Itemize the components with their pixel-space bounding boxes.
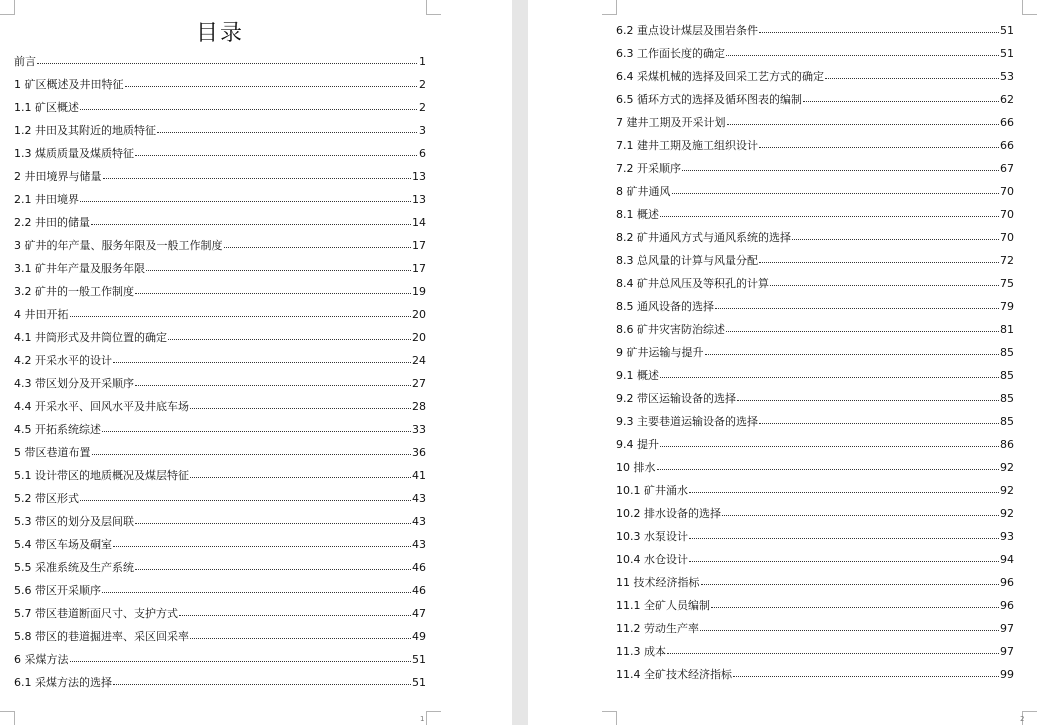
toc-entry-title: 5.1 设计带区的地质概况及煤层特征 bbox=[14, 469, 189, 482]
toc-leader-dots bbox=[759, 23, 999, 33]
toc-entry-page: 72 bbox=[1000, 254, 1014, 267]
toc-entry-title: 5.5 采准系统及生产系统 bbox=[14, 561, 134, 574]
toc-entry-title: 1.2 井田及其附近的地质特征 bbox=[14, 124, 156, 137]
toc-leader-dots bbox=[168, 330, 411, 340]
toc-entry[interactable] bbox=[616, 364, 1014, 387]
toc-leader-dots bbox=[135, 146, 417, 156]
toc-entry-page: 81 bbox=[1000, 323, 1014, 336]
crop-mark bbox=[602, 711, 617, 725]
toc-leader-dots bbox=[80, 491, 411, 501]
toc-entry-page: 20 bbox=[412, 331, 426, 344]
toc-entry-title: 10.2 排水设备的选择 bbox=[616, 507, 721, 520]
toc-entry-title: 6.4 采煤机械的选择及回采工艺方式的确定 bbox=[616, 70, 824, 83]
toc-entry[interactable] bbox=[14, 280, 426, 303]
toc-entry-title: 11.3 成本 bbox=[616, 645, 666, 658]
toc-entry[interactable] bbox=[14, 119, 426, 142]
toc-leader-dots bbox=[701, 575, 1000, 585]
toc-entry-page: 86 bbox=[1000, 438, 1014, 451]
crop-mark bbox=[0, 0, 15, 15]
toc-entry-page: 2 bbox=[419, 78, 426, 91]
crop-mark bbox=[1022, 0, 1037, 15]
toc-entry-page: 24 bbox=[412, 354, 426, 367]
toc-leader-dots bbox=[672, 184, 1000, 194]
toc-entry[interactable] bbox=[14, 211, 426, 234]
toc-entry[interactable] bbox=[14, 671, 426, 694]
toc-leader-dots bbox=[803, 92, 999, 102]
toc-entry-page: 70 bbox=[1000, 208, 1014, 221]
toc-leader-dots bbox=[759, 138, 999, 148]
toc-leader-dots bbox=[135, 514, 411, 524]
toc-entry-title: 6.5 循环方式的选择及循环图表的编制 bbox=[616, 93, 802, 106]
toc-entry-title: 9.3 主要巷道运输设备的选择 bbox=[616, 415, 758, 428]
toc-leader-dots bbox=[102, 583, 411, 593]
toc-entry-page: 13 bbox=[412, 193, 426, 206]
toc-entry-title: 10.1 矿井涌水 bbox=[616, 484, 688, 497]
toc-leader-dots bbox=[157, 123, 417, 133]
crop-mark bbox=[602, 0, 617, 15]
toc-entry[interactable] bbox=[616, 617, 1014, 640]
toc-entry[interactable] bbox=[14, 234, 426, 257]
toc-entry-title: 2 井田境界与储量 bbox=[14, 170, 102, 183]
toc-entry[interactable] bbox=[14, 418, 426, 441]
toc-entry[interactable] bbox=[14, 372, 426, 395]
toc-entry[interactable] bbox=[616, 410, 1014, 433]
toc-leader-dots bbox=[190, 629, 411, 639]
toc-entry-title: 8.3 总风量的计算与风量分配 bbox=[616, 254, 758, 267]
toc-entry[interactable] bbox=[616, 433, 1014, 456]
toc-entry-page: 28 bbox=[412, 400, 426, 413]
toc-entry[interactable] bbox=[616, 663, 1014, 686]
toc-entry-title: 4.5 开拓系统综述 bbox=[14, 423, 101, 436]
toc-entry-page: 36 bbox=[412, 446, 426, 459]
toc-entry-page: 20 bbox=[412, 308, 426, 321]
toc-leader-dots bbox=[113, 537, 411, 547]
toc-entry-page: 49 bbox=[412, 630, 426, 643]
toc-entry-title: 8.5 通风设备的选择 bbox=[616, 300, 714, 313]
toc-leader-dots bbox=[705, 345, 1000, 355]
toc-entry-title: 6.2 重点设计煤层及围岩条件 bbox=[616, 24, 758, 37]
toc-entry[interactable] bbox=[14, 142, 426, 165]
toc-entry[interactable] bbox=[14, 188, 426, 211]
toc-entry[interactable] bbox=[14, 257, 426, 280]
toc-leader-dots bbox=[737, 391, 999, 401]
toc-entry-title: 5.3 带区的划分及层间联 bbox=[14, 515, 134, 528]
toc-entry[interactable] bbox=[616, 203, 1014, 226]
toc-entry-title: 11.4 全矿技术经济指标 bbox=[616, 668, 732, 681]
toc-entry-page: 43 bbox=[412, 515, 426, 528]
toc-entry[interactable] bbox=[14, 510, 426, 533]
toc-entry[interactable] bbox=[14, 464, 426, 487]
toc-entry-title: 2.2 井田的储量 bbox=[14, 216, 90, 229]
document-page-right bbox=[528, 0, 1044, 725]
toc-entry-page: 51 bbox=[1000, 24, 1014, 37]
toc-entry[interactable] bbox=[616, 502, 1014, 525]
toc-leader-dots bbox=[660, 368, 999, 378]
toc-entry-page: 99 bbox=[1000, 668, 1014, 681]
toc-leader-dots bbox=[825, 69, 999, 79]
toc-leader-dots bbox=[711, 598, 999, 608]
toc-entry-title: 9.2 带区运输设备的选择 bbox=[616, 392, 736, 405]
toc-entry[interactable] bbox=[616, 42, 1014, 65]
toc-entry-title: 10 排水 bbox=[616, 461, 656, 474]
toc-entry-title: 5 带区巷道布置 bbox=[14, 446, 91, 459]
toc-entry-title: 4.4 开采水平、回风水平及井底车场 bbox=[14, 400, 189, 413]
toc-entry-page: 75 bbox=[1000, 277, 1014, 290]
toc-entry[interactable] bbox=[616, 249, 1014, 272]
toc-entry-page: 43 bbox=[412, 492, 426, 505]
toc-entry-page: 92 bbox=[1000, 507, 1014, 520]
toc-entry[interactable] bbox=[14, 625, 426, 648]
page-gutter bbox=[512, 0, 528, 725]
toc-entry-page: 96 bbox=[1000, 599, 1014, 612]
toc-entry-page: 62 bbox=[1000, 93, 1014, 106]
toc-entry-page: 14 bbox=[412, 216, 426, 229]
toc-entry-title: 6.1 采煤方法的选择 bbox=[14, 676, 112, 689]
toc-leader-dots bbox=[700, 621, 999, 631]
toc-leader-dots bbox=[733, 667, 999, 677]
toc-leader-dots bbox=[179, 606, 411, 616]
toc-entry-page: 19 bbox=[412, 285, 426, 298]
toc-leader-dots bbox=[770, 276, 999, 286]
toc-entry[interactable] bbox=[616, 295, 1014, 318]
crop-mark bbox=[426, 711, 441, 725]
toc-leader-dots bbox=[135, 376, 411, 386]
toc-leader-dots bbox=[113, 353, 411, 363]
toc-entry-page: 85 bbox=[1000, 392, 1014, 405]
toc-entry[interactable] bbox=[14, 165, 426, 188]
toc-leader-dots bbox=[722, 506, 999, 516]
toc-leader-dots bbox=[667, 644, 999, 654]
toc-leader-dots bbox=[135, 284, 411, 294]
toc-leader-dots bbox=[113, 675, 411, 685]
toc-entry-title: 4 井田开拓 bbox=[14, 308, 69, 321]
toc-list-right bbox=[616, 19, 1014, 686]
toc-entry-title: 1 矿区概述及井田特征 bbox=[14, 78, 124, 91]
toc-entry[interactable] bbox=[14, 73, 426, 96]
toc-entry-title: 11 技术经济指标 bbox=[616, 576, 700, 589]
toc-entry-page: 79 bbox=[1000, 300, 1014, 313]
toc-entry[interactable] bbox=[14, 579, 426, 602]
toc-entry-page: 93 bbox=[1000, 530, 1014, 543]
toc-entry[interactable] bbox=[616, 341, 1014, 364]
toc-list-left bbox=[14, 50, 426, 694]
toc-entry-title: 9.1 概述 bbox=[616, 369, 659, 382]
toc-entry[interactable] bbox=[616, 318, 1014, 341]
toc-entry-page: 41 bbox=[412, 469, 426, 482]
toc-entry[interactable] bbox=[616, 180, 1014, 203]
toc-entry-page: 17 bbox=[412, 262, 426, 275]
toc-entry-page: 85 bbox=[1000, 369, 1014, 382]
toc-entry-page: 43 bbox=[412, 538, 426, 551]
page-number-mark: 1 bbox=[420, 715, 425, 723]
toc-entry-page: 94 bbox=[1000, 553, 1014, 566]
toc-entry-title: 11.2 劳动生产率 bbox=[616, 622, 699, 635]
toc-entry[interactable] bbox=[14, 50, 426, 73]
toc-leader-dots bbox=[715, 299, 999, 309]
toc-leader-dots bbox=[37, 54, 417, 64]
toc-entry-page: 51 bbox=[412, 653, 426, 666]
toc-entry[interactable] bbox=[616, 479, 1014, 502]
toc-entry[interactable] bbox=[616, 387, 1014, 410]
toc-entry-title: 4.3 带区划分及开采顺序 bbox=[14, 377, 134, 390]
document-page-left bbox=[0, 0, 512, 725]
toc-entry-page: 92 bbox=[1000, 484, 1014, 497]
toc-entry-title: 3.1 矿井年产量及服务年限 bbox=[14, 262, 145, 275]
toc-entry[interactable] bbox=[14, 395, 426, 418]
toc-entry[interactable] bbox=[14, 96, 426, 119]
toc-entry[interactable] bbox=[616, 65, 1014, 88]
toc-entry[interactable] bbox=[616, 88, 1014, 111]
toc-entry-title: 4.2 开采水平的设计 bbox=[14, 354, 112, 367]
toc-entry[interactable] bbox=[616, 594, 1014, 617]
toc-entry-page: 66 bbox=[1000, 139, 1014, 152]
toc-entry[interactable] bbox=[616, 157, 1014, 180]
toc-entry-title: 3.2 矿井的一般工作制度 bbox=[14, 285, 134, 298]
toc-leader-dots bbox=[91, 215, 411, 225]
toc-entry[interactable] bbox=[616, 640, 1014, 663]
toc-leader-dots bbox=[190, 468, 411, 478]
toc-entry-page: 85 bbox=[1000, 415, 1014, 428]
toc-leader-dots bbox=[224, 238, 412, 248]
toc-leader-dots bbox=[727, 115, 1000, 125]
toc-entry-page: 33 bbox=[412, 423, 426, 436]
toc-entry-title: 2.1 井田境界 bbox=[14, 193, 79, 206]
toc-entry[interactable] bbox=[14, 349, 426, 372]
toc-leader-dots bbox=[125, 77, 418, 87]
toc-leader-dots bbox=[689, 483, 999, 493]
toc-entry-page: 92 bbox=[1000, 461, 1014, 474]
toc-entry-page: 51 bbox=[412, 676, 426, 689]
toc-entry[interactable] bbox=[616, 226, 1014, 249]
toc-entry-page: 13 bbox=[412, 170, 426, 183]
toc-entry-title: 5.7 带区巷道断面尺寸、支护方式 bbox=[14, 607, 178, 620]
toc-leader-dots bbox=[759, 414, 999, 424]
toc-entry-page: 17 bbox=[412, 239, 426, 252]
toc-entry-title: 9.4 提升 bbox=[616, 438, 659, 451]
toc-entry[interactable] bbox=[616, 19, 1014, 42]
toc-entry[interactable] bbox=[616, 548, 1014, 571]
toc-entry-page: 3 bbox=[419, 124, 426, 137]
toc-leader-dots bbox=[726, 46, 999, 56]
toc-entry[interactable] bbox=[14, 648, 426, 671]
toc-entry[interactable] bbox=[616, 456, 1014, 479]
toc-entry[interactable] bbox=[14, 602, 426, 625]
toc-leader-dots bbox=[80, 100, 417, 110]
toc-entry-page: 51 bbox=[1000, 47, 1014, 60]
toc-entry[interactable] bbox=[14, 533, 426, 556]
toc-leader-dots bbox=[689, 552, 999, 562]
toc-entry-page: 97 bbox=[1000, 622, 1014, 635]
toc-entry-title: 8.2 矿井通风方式与通风系统的选择 bbox=[616, 231, 791, 244]
toc-entry[interactable] bbox=[14, 326, 426, 349]
toc-entry-title: 8 矿井通风 bbox=[616, 185, 671, 198]
toc-entry-title: 5.2 带区形式 bbox=[14, 492, 79, 505]
toc-entry-page: 70 bbox=[1000, 231, 1014, 244]
toc-leader-dots bbox=[657, 460, 1000, 470]
toc-leader-dots bbox=[102, 422, 411, 432]
toc-entry[interactable] bbox=[14, 303, 426, 326]
toc-entry-title: 6.3 工作面长度的确定 bbox=[616, 47, 725, 60]
crop-mark bbox=[0, 711, 15, 725]
toc-leader-dots bbox=[759, 253, 999, 263]
toc-entry-title: 7 建井工期及开采计划 bbox=[616, 116, 726, 129]
toc-leader-dots bbox=[660, 437, 999, 447]
toc-leader-dots bbox=[70, 652, 412, 662]
toc-leader-dots bbox=[660, 207, 999, 217]
toc-entry-title: 5.4 带区车场及硐室 bbox=[14, 538, 112, 551]
toc-entry-page: 2 bbox=[419, 101, 426, 114]
toc-leader-dots bbox=[103, 169, 412, 179]
toc-entry-title: 前言 bbox=[14, 55, 36, 68]
toc-leader-dots bbox=[80, 192, 411, 202]
toc-entry-page: 67 bbox=[1000, 162, 1014, 175]
toc-entry-title: 9 矿井运输与提升 bbox=[616, 346, 704, 359]
toc-entry[interactable] bbox=[14, 487, 426, 510]
toc-entry-title: 4.1 井筒形式及井筒位置的确定 bbox=[14, 331, 167, 344]
toc-leader-dots bbox=[92, 445, 412, 455]
toc-entry-title: 7.1 建井工期及施工组织设计 bbox=[616, 139, 758, 152]
toc-leader-dots bbox=[689, 529, 999, 539]
toc-leader-dots bbox=[146, 261, 411, 271]
toc-entry[interactable] bbox=[14, 556, 426, 579]
toc-leader-dots bbox=[682, 161, 999, 171]
toc-entry-page: 96 bbox=[1000, 576, 1014, 589]
toc-entry-page: 97 bbox=[1000, 645, 1014, 658]
toc-entry-page: 47 bbox=[412, 607, 426, 620]
toc-entry-title: 8.1 概述 bbox=[616, 208, 659, 221]
toc-leader-dots bbox=[792, 230, 999, 240]
toc-entry-title: 5.8 带区的巷道掘进率、采区回采率 bbox=[14, 630, 189, 643]
toc-entry[interactable] bbox=[14, 441, 426, 464]
toc-entry-title: 3 矿井的年产量、服务年限及一般工作制度 bbox=[14, 239, 223, 252]
toc-entry[interactable] bbox=[616, 272, 1014, 295]
toc-leader-dots bbox=[726, 322, 999, 332]
toc-entry-title: 5.6 带区开采顺序 bbox=[14, 584, 101, 597]
toc-entry-title: 8.4 矿井总风压及等积孔的计算 bbox=[616, 277, 769, 290]
toc-entry-page: 66 bbox=[1000, 116, 1014, 129]
toc-entry-page: 46 bbox=[412, 561, 426, 574]
toc-entry-page: 53 bbox=[1000, 70, 1014, 83]
toc-entry-page: 27 bbox=[412, 377, 426, 390]
toc-leader-dots bbox=[135, 560, 411, 570]
toc-entry-page: 1 bbox=[419, 55, 426, 68]
toc-leader-dots bbox=[190, 399, 411, 409]
toc-entry[interactable] bbox=[616, 134, 1014, 157]
toc-entry-title: 10.4 水仓设计 bbox=[616, 553, 688, 566]
toc-leader-dots bbox=[70, 307, 412, 317]
toc-entry-page: 70 bbox=[1000, 185, 1014, 198]
toc-entry-title: 11.1 全矿人员编制 bbox=[616, 599, 710, 612]
toc-entry[interactable] bbox=[616, 525, 1014, 548]
page-number-mark: 2 bbox=[1020, 715, 1025, 723]
toc-entry-title: 6 采煤方法 bbox=[14, 653, 69, 666]
toc-entry[interactable] bbox=[616, 111, 1014, 134]
toc-entry-title: 7.2 开采顺序 bbox=[616, 162, 681, 175]
toc-entry-title: 1.1 矿区概述 bbox=[14, 101, 79, 114]
toc-entry-page: 85 bbox=[1000, 346, 1014, 359]
toc-entry-title: 8.6 矿井灾害防治综述 bbox=[616, 323, 725, 336]
crop-mark bbox=[426, 0, 441, 15]
toc-entry-page: 46 bbox=[412, 584, 426, 597]
toc-entry-title: 1.3 煤质质量及煤质特征 bbox=[14, 147, 134, 160]
toc-entry[interactable] bbox=[616, 571, 1014, 594]
toc-entry-title: 10.3 水泵设计 bbox=[616, 530, 688, 543]
toc-entry-page: 6 bbox=[419, 147, 426, 160]
toc-title: 目录 bbox=[195, 21, 244, 46]
